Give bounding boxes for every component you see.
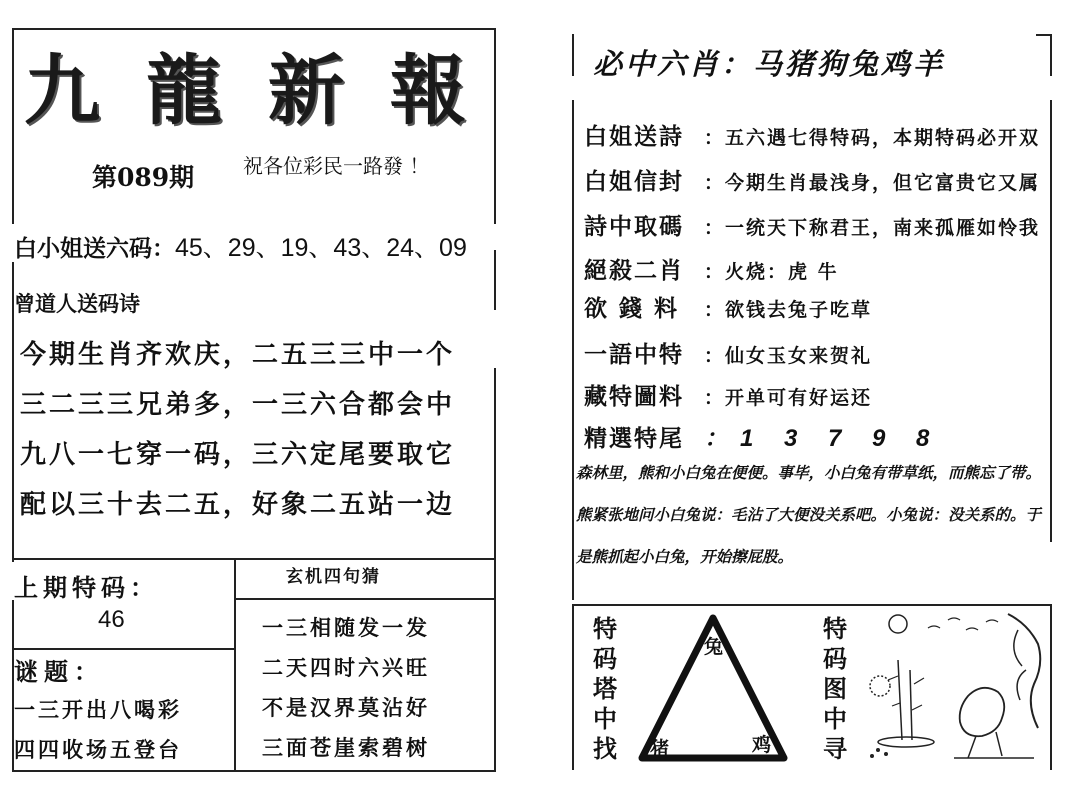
- left-bottom-border: [12, 770, 496, 772]
- greeting-text: 祝各位彩民一路發 ！: [243, 154, 430, 178]
- left-left-border-top: [12, 28, 14, 224]
- info-row-value: ：开单可有好运还: [704, 387, 873, 409]
- six-codes-row: [14, 228, 467, 264]
- masthead-char-3: 新: [268, 46, 346, 135]
- info-row-label: 藏特圖料: [584, 383, 684, 410]
- right-left-border-top: [572, 34, 574, 76]
- picture-label-char: 寻: [823, 734, 847, 763]
- masthead-title: [24, 30, 468, 139]
- right-bottom-box-top: [572, 604, 1052, 606]
- left-lastcode-divider: [12, 648, 234, 650]
- info-row-label: 白姐信封: [584, 168, 684, 195]
- left-right-border-top: [494, 28, 496, 224]
- info-row-value: ：欲钱去兔子吃草: [704, 299, 873, 321]
- six-codes-label: 白小姐送六码：: [14, 235, 175, 262]
- info-row: [584, 336, 872, 369]
- info-row-label: 精選特尾: [584, 425, 684, 452]
- issue-number: 第089期: [92, 163, 195, 192]
- left-right-border-mid: [494, 250, 496, 310]
- picture-label-char: 图: [823, 674, 847, 703]
- info-row-value: ：火烧：虎 牛: [704, 261, 839, 283]
- right-top-tick: [1036, 34, 1052, 36]
- info-row-label: 絕殺二肖: [584, 257, 684, 284]
- info-row-value: ：仙女玉女来贺礼: [704, 345, 873, 367]
- info-row-label: 一語中特: [584, 341, 684, 368]
- info-row: [584, 378, 872, 411]
- info-row: [584, 252, 839, 285]
- info-row-label: 詩中取碼: [584, 213, 684, 240]
- xuanji-line: 不是汉界莫沾好: [262, 695, 430, 720]
- poem-line: 今期生肖齐欢庆，二五三三中一个: [20, 340, 456, 370]
- xuanji-title: 玄机四句猜: [286, 567, 381, 587]
- joke-story: 森林里，熊和小白兔在便便。事毕，小白兔有带草纸，而熊忘了带。熊紧张地问小白兔说：毛沾了大便没关系吧。小兔说：没关系的。于是熊抓起小白兔，开始擦屁股。: [576, 463, 1042, 566]
- picture-label-char: 特: [823, 614, 847, 643]
- right-bottom-box-left: [572, 604, 574, 770]
- poem-line: 九八一七穿一码，三六定尾要取它: [20, 440, 456, 470]
- left-xj-divider: [234, 598, 496, 600]
- right-bottom-box-right: [1050, 604, 1052, 770]
- tower-bottom-left-zodiac: 猪: [650, 738, 670, 760]
- left-section-divider: [12, 558, 496, 560]
- poem-line: 三二三三兄弟多，一三六合都会中: [20, 390, 456, 420]
- tower-bottom-right-zodiac: 鸡: [752, 734, 772, 756]
- info-row-label: 白姐送詩: [584, 123, 684, 150]
- info-row-label: 欲 錢 料: [584, 295, 680, 322]
- tower-label-char: 特: [593, 614, 617, 643]
- tower-top-zodiac: 兔: [704, 636, 724, 658]
- last-code-value: 46: [98, 606, 125, 633]
- info-row-value: ：1 3 7 9 8: [704, 425, 942, 452]
- masthead-char-4: 報: [390, 46, 468, 135]
- info-row-value: ：一统天下称君王，南来孤雁如怜我: [704, 217, 1041, 239]
- tower-label-char: 中: [593, 704, 617, 733]
- masthead-char-2: 龍: [146, 46, 224, 135]
- tower-label-vertical: [590, 614, 620, 764]
- right-left-border: [572, 100, 574, 600]
- right-right-border: [1050, 100, 1052, 542]
- must-six-zodiac-heading: 必中六肖：马猪狗兔鸡羊: [593, 47, 946, 81]
- info-row: [584, 163, 1040, 196]
- poem-title: 曾道人送码诗: [14, 291, 140, 316]
- info-row-value: ：今期生肖最浅身，但它富贵它又属: [704, 172, 1041, 194]
- left-right-border-low: [494, 368, 496, 558]
- picture-label-char: 中: [823, 704, 847, 733]
- picture-label-vertical: [820, 614, 850, 764]
- six-codes-numbers: 45、29、19、43、24、09: [175, 234, 467, 262]
- puzzle-illustration: [858, 610, 1046, 766]
- masthead-char-1: 九: [24, 46, 102, 135]
- picture-label-char: 码: [823, 644, 847, 673]
- left-bottom-col-divider: [234, 560, 236, 770]
- xuanji-line: 三面苍崖索碧树: [262, 735, 430, 760]
- poem-line: 配以三十去二五，好象二五站一边: [20, 490, 456, 520]
- info-row: [584, 290, 872, 323]
- info-row: [584, 208, 1040, 241]
- tower-label-char: 塔: [593, 674, 617, 703]
- tower-label-char: 找: [593, 734, 617, 763]
- info-row-value: ：五六遇七得特码，本期特码必开双: [704, 127, 1041, 149]
- xuanji-line: 一三相随发一发: [262, 615, 430, 640]
- riddle-line: 四四收场五登台: [14, 737, 182, 762]
- riddle-line: 一三开出八喝彩: [14, 697, 182, 722]
- info-row: [584, 418, 941, 453]
- tower-label-char: 码: [593, 644, 617, 673]
- right-right-border-top: [1050, 34, 1052, 76]
- xuanji-line: 二天四时六兴旺: [262, 655, 430, 680]
- info-row: [584, 118, 1040, 151]
- last-code-label: 上期特码：: [14, 573, 159, 602]
- left-right-border-bottom: [494, 560, 496, 770]
- riddle-label: 谜题：: [14, 657, 104, 686]
- poem-block: [20, 330, 455, 530]
